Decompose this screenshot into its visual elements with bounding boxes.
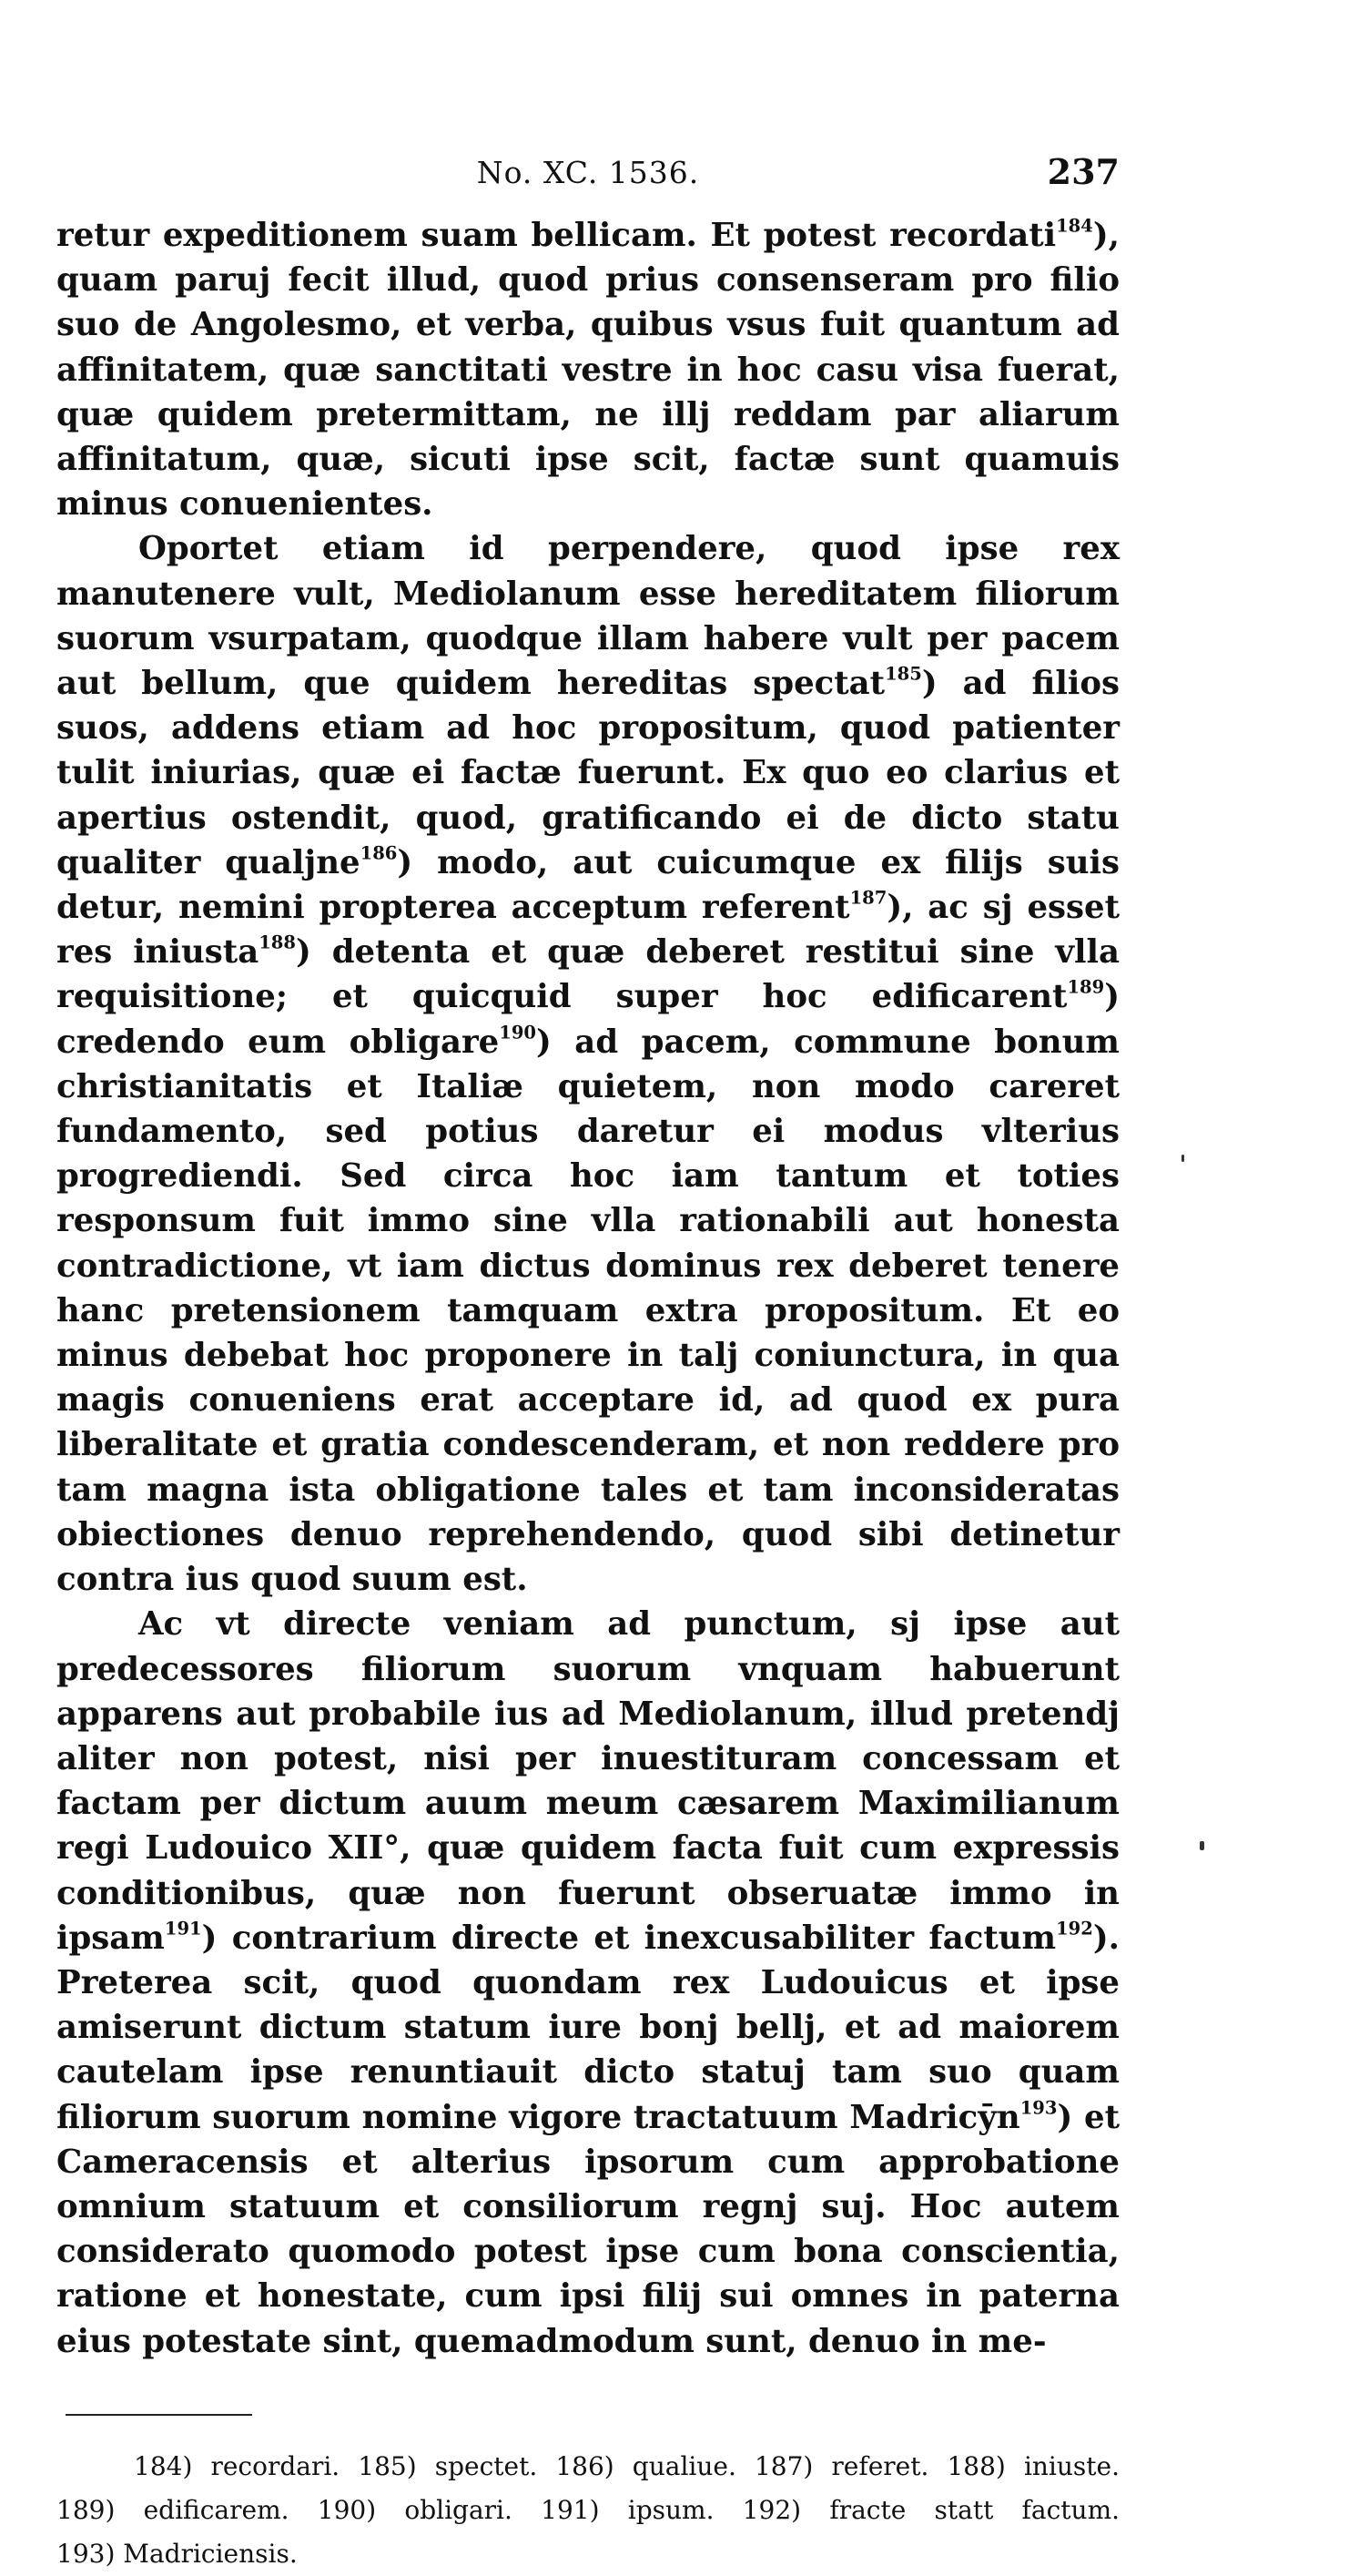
paragraph xyxy=(56,1602,1120,2363)
footnote xyxy=(555,2451,736,2481)
footnote-number: 185) xyxy=(358,2450,417,2481)
footnote-ref: 190 xyxy=(499,1022,536,1044)
footnote-text: iniuste. xyxy=(1023,2450,1121,2481)
footnote-divider xyxy=(66,2414,252,2416)
scan-speck xyxy=(1200,1841,1204,1850)
footnote-number: 188) xyxy=(947,2450,1006,2481)
text-segment: ) et Cameracensis et alterius ipsorum cum approbatione omnium statuum et consiliorum regnj suj. Hoc autem considerato quomodo potest ipse cum bona conscientia, ratione et honestate, cum ipsi filij sui omnes in paterna eius potestate sint, quemadmodum sunt, denuo in me- xyxy=(56,2098,1120,2360)
text-segment: ) ad pacem, commune bonum christianitatis et Italiæ quietem, non modo careret fundamento, sed potius daretur ei modus vlterius progrediendi. Sed circa hoc iam tantum et toties responsum fuit immo sine vlla rationabili aut honesta contradictione, vt iam dictus dominus rex deberet tenere hanc pretensionem tamquam extra propositum. Et eo minus debebat hoc proponere in talj coniunctura, in qua magis conueniens erat acceptare id, ad quod ex pura liberalitate et gratia condescenderam, et non reddere pro tam magna ista obligatione tales et tam inconsideratas obiectiones denuo reprehendendo, quod sibi detinetur contra ius quod suum est. xyxy=(56,1023,1120,1599)
footnote-number: 187) xyxy=(754,2450,814,2481)
text-segment: ) modo, aut cuicumque ex filijs suis detur, nemini propterea acceptum referent xyxy=(56,843,1121,927)
footnote xyxy=(134,2451,340,2481)
text-segment: ), ac sj esset res iniusta xyxy=(56,889,1120,972)
footnote xyxy=(358,2451,537,2481)
footnote-number: 184) xyxy=(134,2450,193,2481)
footnote-number: 186) xyxy=(555,2450,614,2481)
footnote-text: obligari. xyxy=(404,2494,512,2525)
footnote-text: recordari. xyxy=(210,2450,340,2481)
paragraph xyxy=(56,526,1120,1602)
footnote-text: edificarem. xyxy=(143,2494,289,2525)
footnote-ref: 189 xyxy=(1067,976,1105,998)
footnote-text: spectet. xyxy=(434,2450,538,2481)
paragraph xyxy=(56,213,1120,526)
footnote-ref: 191 xyxy=(164,1918,202,1940)
footnote-number: 190) xyxy=(317,2494,377,2525)
footnote xyxy=(743,2495,1120,2525)
footnotes xyxy=(56,2445,1120,2576)
footnote-number: 191) xyxy=(541,2494,600,2525)
text-segment: ). Preterea scit, quod quondam rex Ludouicus et ipse amiserunt dictum statum iure bonj bellj, et ad maiorem cautelam ipse renuntiauit dicto statuj tam suo quam filiorum suorum nomine vigore tractatuum Madricȳn xyxy=(56,1919,1120,2136)
footnote-number: 193) xyxy=(56,2538,116,2569)
footnote-text: qualiue. xyxy=(632,2450,736,2481)
footnote xyxy=(541,2495,714,2525)
footnote-ref: 185 xyxy=(885,663,922,685)
running-title: No. XC. 1536. xyxy=(476,155,700,190)
text-segment: Ac vt directe veniam ad punctum, sj ipse aut predecessores filiorum suorum vnquam habuerunt apparens aut probabile ius ad Mediolanum, illud pretendj aliter non potest, nisi per inuestituram concessam et factam per dictum auum meum cæsarem Maximilianum regi Ludouico XII°, quæ quidem facta fuit cum expressis conditionibus, quæ non fuerunt obseruatæ immo in ipsam xyxy=(56,1605,1120,1957)
text-segment: ), quam paruj fecit illud, quod prius consenseram pro filio suo de Angolesmo, et verba, quibus vsus fuit quantum ad affinitatem, quæ sanctitati vestre in hoc casu visa fuerat, quæ quidem pretermittam, ne illj reddam par aliarum affinitatum, quæ, sicuti ipse scit, factæ sunt quamuis minus conuenientes. xyxy=(56,217,1120,524)
footnote xyxy=(56,2539,298,2569)
footnote xyxy=(56,2495,289,2525)
scan-speck xyxy=(1182,1155,1184,1162)
footnote-text: referet. xyxy=(831,2450,929,2481)
footnote-ref: 188 xyxy=(259,932,296,953)
footnote xyxy=(947,2451,1120,2481)
text-segment: ) credendo eum obligare xyxy=(56,978,1120,1061)
text-segment: ) ad filios suos, addens etiam ad hoc propositum, quod patienter tulit iniurias, quæ ei factæ fuerunt. Ex quo eo clarius et apertius ostendit, quod, gratificando ei de dicto statu qualiter qualjne xyxy=(56,665,1120,881)
footnote xyxy=(318,2495,512,2525)
body-text xyxy=(56,213,1120,2364)
text-segment: Oportet etiam id perpendere, quod ipse rex manutenere vult, Mediolanum esse hereditatem filiorum suorum vsurpatam, quodque illam habere vult per pacem aut bellum, que quidem hereditas spectat xyxy=(56,530,1120,703)
footnote-text: ipsum. xyxy=(627,2494,715,2525)
footnote-block xyxy=(56,2445,1120,2576)
footnote-ref: 184 xyxy=(1056,215,1093,237)
footnote-ref: 193 xyxy=(1019,2096,1058,2118)
text-segment: retur expeditionem suam bellicam. Et potest recordati xyxy=(56,217,1057,254)
footnote-ref: 186 xyxy=(360,842,398,864)
footnote-ref: 187 xyxy=(849,887,887,909)
footnote-number: 192) xyxy=(742,2494,802,2525)
page-header xyxy=(56,151,1120,206)
footnote-text: Madriciensis. xyxy=(123,2538,298,2569)
text-segment: ) detenta et quæ deberet restitui sine vlla requisitione; et quicquid super hoc edificarent xyxy=(56,933,1120,1016)
footnote-text: fracte statt factum. xyxy=(829,2494,1121,2525)
footnote xyxy=(755,2451,928,2481)
text-segment: ) contrarium directe et inexcusabiliter factum xyxy=(201,1919,1057,1957)
page-number: 237 xyxy=(1047,151,1120,192)
footnote-number: 189) xyxy=(56,2494,116,2525)
footnote-ref: 192 xyxy=(1056,1918,1093,1940)
book-page xyxy=(56,151,1120,2576)
